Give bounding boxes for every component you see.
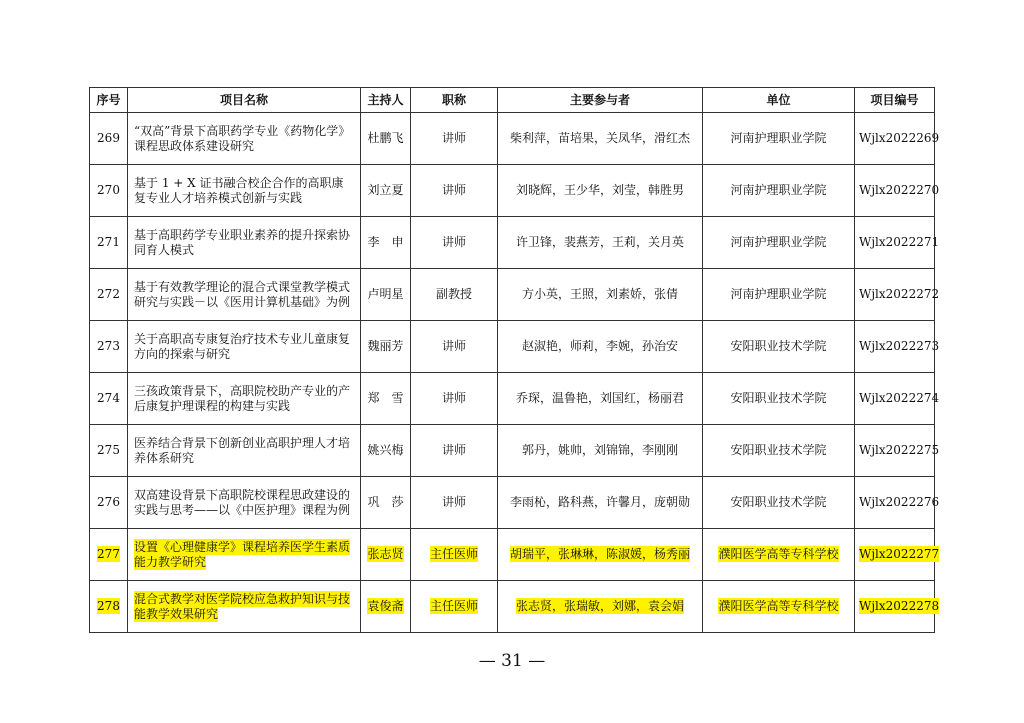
cell-unit-text: 河南护理职业学院 [730, 183, 827, 197]
cell-no-text: 269 [97, 131, 120, 145]
cell-code [855, 581, 940, 633]
cell-no-text: 272 [97, 287, 120, 301]
cell-unit-text: 河南护理职业学院 [730, 287, 827, 301]
cell-project-name [128, 217, 361, 269]
cell-unit-text: 安阳职业技术学院 [730, 495, 827, 509]
cell-project-name [128, 165, 361, 217]
cell-project-name-text: “双高”背景下高职药学专业《药物化学》课程思政体系建设研究 [134, 123, 351, 153]
table-row [90, 217, 935, 269]
cell-code [855, 373, 940, 425]
cell-code [855, 269, 940, 321]
cell-title-text: 讲师 [441, 131, 466, 145]
header-title: 职称 [411, 88, 498, 113]
cell-code-text: Wjlx2022269 [859, 131, 940, 145]
table-row [90, 321, 935, 373]
cell-no [90, 269, 128, 321]
cell-host-text: 李 申 [367, 235, 404, 249]
cell-host-text: 巩 莎 [367, 495, 404, 509]
table-row [90, 373, 935, 425]
header-unit: 单位 [703, 88, 855, 113]
cell-unit-text: 濮阳医学高等专科学校 [718, 599, 839, 613]
cell-title-text: 主任医师 [429, 547, 478, 561]
table-row [90, 269, 935, 321]
cell-host-text: 杜鹏飞 [367, 131, 404, 145]
cell-no [90, 581, 128, 633]
page-number: — 31 — [478, 651, 546, 671]
cell-host-text: 袁俊斋 [367, 599, 404, 613]
cell-unit-text: 安阳职业技术学院 [730, 339, 827, 353]
cell-no [90, 477, 128, 529]
cell-title-text: 讲师 [441, 339, 466, 353]
cell-code [855, 529, 940, 581]
cell-title [411, 529, 498, 581]
cell-title [411, 477, 498, 529]
cell-title [411, 581, 498, 633]
cell-no [90, 113, 128, 165]
cell-code [855, 113, 940, 165]
cell-unit [703, 269, 855, 321]
cell-unit [703, 581, 855, 633]
cell-host-text: 卢明星 [367, 287, 404, 301]
header-project-name: 项目名称 [128, 88, 361, 113]
cell-title-text: 讲师 [441, 183, 466, 197]
cell-title-text: 讲师 [441, 495, 466, 509]
cell-no-text: 277 [97, 547, 120, 561]
cell-no [90, 373, 128, 425]
cell-members [498, 113, 703, 165]
cell-host [361, 581, 411, 633]
cell-host [361, 269, 411, 321]
cell-unit [703, 477, 855, 529]
cell-title-text: 副教授 [435, 287, 472, 301]
cell-code-text: Wjlx2022278 [859, 599, 940, 613]
cell-members-text: 李雨杺，路科燕，许馨月，庞朝勋 [509, 495, 690, 509]
cell-no [90, 321, 128, 373]
table-header-row [90, 88, 935, 113]
cell-members-text: 刘晓辉，王少华，刘莹，韩胜男 [515, 183, 684, 197]
header-members: 主要参与者 [498, 88, 703, 113]
cell-project-name-text: 基于有效教学理论的混合式课堂教学模式研究与实践－以《医用计算机基础》为例 [134, 279, 351, 309]
cell-title-text: 讲师 [441, 391, 466, 405]
header-no: 序号 [90, 88, 128, 113]
cell-code [855, 321, 940, 373]
cell-host [361, 321, 411, 373]
cell-title [411, 425, 498, 477]
cell-project-name [128, 529, 361, 581]
cell-code [855, 165, 940, 217]
cell-host-text: 刘立夏 [367, 183, 404, 197]
cell-members [498, 581, 703, 633]
cell-project-name [128, 113, 361, 165]
cell-code [855, 217, 940, 269]
cell-members [498, 529, 703, 581]
cell-no [90, 217, 128, 269]
cell-project-name-text: 基于 1 + X 证书融合校企合作的高职康复专业人才培养模式创新与实践 [134, 175, 344, 205]
cell-title [411, 269, 498, 321]
cell-project-name [128, 373, 361, 425]
cell-title-text: 主任医师 [429, 599, 478, 613]
cell-project-name-text: 双高建设背景下高职院校课程思政建设的实践与思考——以《中医护理》课程为例 [134, 487, 351, 517]
cell-unit [703, 113, 855, 165]
cell-members-text: 张志贤，张瑞敏，刘娜，袁会娟 [515, 599, 684, 613]
cell-members-text: 赵淑艳，师莉，李婉，孙治安 [521, 339, 678, 353]
cell-host [361, 165, 411, 217]
cell-host [361, 529, 411, 581]
cell-host [361, 373, 411, 425]
table-row [90, 113, 935, 165]
cell-title-text: 讲师 [441, 235, 466, 249]
cell-members-text: 乔琛，温鲁艳，刘国红，杨丽君 [515, 391, 684, 405]
cell-members [498, 165, 703, 217]
table-row [90, 529, 935, 581]
cell-host-text: 郑 雪 [367, 391, 404, 405]
cell-members [498, 321, 703, 373]
cell-no [90, 529, 128, 581]
cell-title [411, 113, 498, 165]
cell-title [411, 321, 498, 373]
cell-title [411, 373, 498, 425]
cell-project-name-text: 关于高职高专康复治疗技术专业儿童康复方向的探索与研究 [134, 331, 351, 361]
cell-host [361, 217, 411, 269]
cell-unit [703, 321, 855, 373]
cell-code [855, 425, 940, 477]
cell-members-text: 柴利萍，苗培果，关凤华，滑红杰 [509, 131, 690, 145]
cell-members-text: 许卫锋，裴燕芳，王莉，关月英 [515, 235, 684, 249]
cell-members [498, 477, 703, 529]
cell-unit-text: 安阳职业技术学院 [730, 391, 827, 405]
cell-members-text: 郭丹，姚帅，刘锦锦，李刚刚 [521, 443, 678, 457]
cell-unit [703, 529, 855, 581]
cell-code-text: Wjlx2022277 [859, 547, 940, 561]
cell-code-text: Wjlx2022272 [859, 287, 940, 301]
cell-host-text: 魏丽芳 [367, 339, 404, 353]
cell-no-text: 270 [97, 183, 120, 197]
table-row [90, 165, 935, 217]
table-body [90, 113, 940, 633]
cell-project-name [128, 477, 361, 529]
cell-unit [703, 373, 855, 425]
cell-host [361, 425, 411, 477]
cell-project-name-text: 医养结合背景下创新创业高职护理人才培养体系研究 [134, 435, 351, 465]
cell-no [90, 165, 128, 217]
header-host: 主持人 [361, 88, 411, 113]
cell-members-text: 方小英，王照，刘素娇，张倩 [521, 287, 678, 301]
cell-members [498, 373, 703, 425]
cell-no-text: 271 [97, 235, 120, 249]
cell-unit-text: 河南护理职业学院 [730, 131, 827, 145]
cell-project-name [128, 269, 361, 321]
cell-unit-text: 安阳职业技术学院 [730, 443, 827, 457]
cell-unit-text: 濮阳医学高等专科学校 [718, 547, 839, 561]
table-row [90, 425, 935, 477]
cell-no [90, 425, 128, 477]
cell-code-text: Wjlx2022271 [859, 235, 940, 249]
cell-title [411, 217, 498, 269]
cell-no-text: 276 [97, 495, 120, 509]
table-row [90, 581, 935, 633]
cell-project-name [128, 321, 361, 373]
cell-host-text: 张志贤 [367, 547, 404, 561]
cell-host [361, 113, 411, 165]
cell-members-text: 胡瑞平，张琳琳，陈淑媛，杨秀丽 [509, 547, 690, 561]
cell-unit-text: 河南护理职业学院 [730, 235, 827, 249]
cell-members [498, 217, 703, 269]
cell-code-text: Wjlx2022273 [859, 339, 940, 353]
cell-title [411, 165, 498, 217]
cell-members [498, 269, 703, 321]
cell-unit [703, 425, 855, 477]
cell-no-text: 274 [97, 391, 120, 405]
project-table [89, 87, 940, 633]
cell-members [498, 425, 703, 477]
cell-title-text: 讲师 [441, 443, 466, 457]
cell-code [855, 477, 940, 529]
cell-host-text: 姚兴梅 [367, 443, 404, 457]
cell-project-name [128, 425, 361, 477]
cell-host [361, 477, 411, 529]
cell-no-text: 273 [97, 339, 120, 353]
cell-unit [703, 165, 855, 217]
cell-code-text: Wjlx2022274 [859, 391, 940, 405]
cell-code-text: Wjlx2022270 [859, 183, 940, 197]
cell-project-name-text: 三孩政策背景下，高职院校助产专业的产后康复护理课程的构建与实践 [134, 383, 351, 413]
cell-project-name-text: 混合式教学对医学院校应急救护知识与技能教学效果研究 [134, 591, 351, 621]
cell-project-name-text: 设置《心理健康学》课程培养医学生素质能力教学研究 [134, 539, 351, 569]
cell-project-name [128, 581, 361, 633]
cell-project-name-text: 基于高职药学专业职业素养的提升探索协同育人模式 [134, 227, 351, 257]
cell-no-text: 278 [97, 599, 120, 613]
cell-unit [703, 217, 855, 269]
cell-code-text: Wjlx2022275 [859, 443, 940, 457]
cell-code-text: Wjlx2022276 [859, 495, 940, 509]
cell-no-text: 275 [97, 443, 120, 457]
header-code: 项目编号 [855, 88, 935, 113]
table-row [90, 477, 935, 529]
